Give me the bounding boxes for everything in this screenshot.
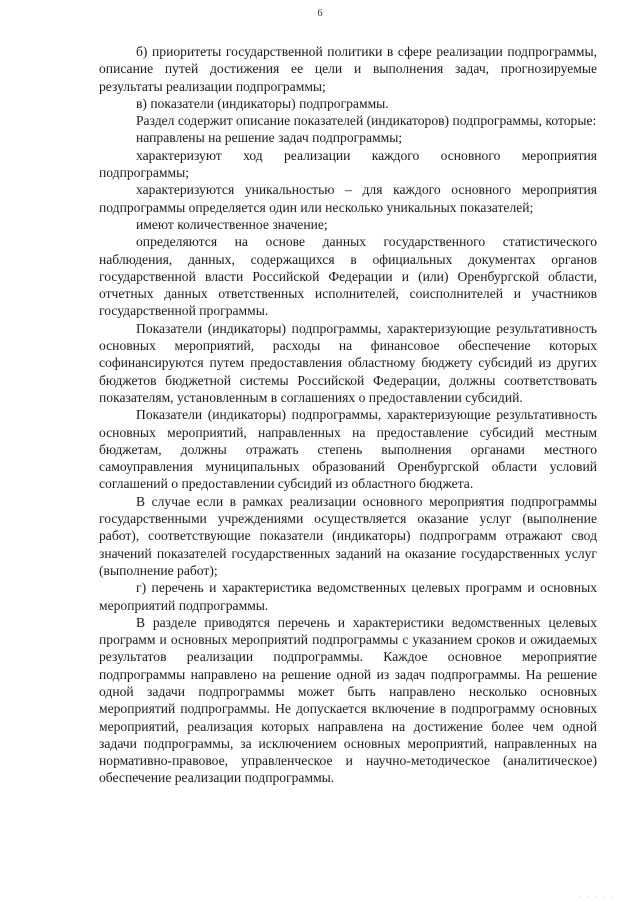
paragraph-uniqueness: характеризуются уникальностью – для каждого основного мероприятия подпрограммы определяется один или несколько уникальных показателей; — [99, 182, 597, 215]
paragraph-quantitative: имеют количественное значение; — [136, 216, 328, 232]
paragraph-data-sources: определяются на основе данных государственного статистического наблюдения, данных, содержащихся в официальных документах органов государственной власти Российской Федерации и (или) Оренбургской области, отчетных данных ответственных исполнителей, соисполнителей и участников государственной программы. — [99, 234, 597, 319]
page-number: 6 — [317, 8, 323, 19]
scan-artifact: · · · · · — [579, 893, 616, 901]
paragraph-section-contains: Раздел содержит описание показателей (индикаторов) подпрограммы, которые: — [136, 113, 597, 129]
paragraph-indicators-heading: в) показатели (индикаторы) подпрограммы. — [136, 95, 389, 111]
paragraph-characterize-progress: характеризуют ход реализации каждого основного мероприятия подпрограммы; — [99, 147, 597, 181]
document-body — [99, 43, 597, 787]
paragraph-programs-list-body: В разделе приводятся перечень и характеристики ведомственных целевых программ и основных мероприятий подпрограммы с указанием сроков и ожидаемых результатов реализации подпрограммы. Каждое основное мероприятие подпрограммы направлено на решение одной из задач подпрограммы. На решение одной задачи подпрограммы может быть направлено несколько основных мероприятий подпрограммы. Не допускается включение в подпрограмму основных мероприятий, реализация которых направлена на достижение более чем одной задачи подпрограммы, за исключением основных мероприятий, направленных на нормативно-правовое, управленческое и научно-методическое (аналитическое) обеспечение реализации подпрограммы. — [99, 614, 597, 786]
paragraph-state-assignments: В случае если в рамках реализации основного мероприятия подпрограммы государственными учреждениями осуществляется оказание услуг (выполнение работ), соответствующие показатели (индикаторы) подпрограмм отражают свод значений показателей государственных заданий на оказание государственных услуг (выполнение работ); — [99, 493, 597, 578]
paragraph-aimed-at-tasks: направлены на решение задач подпрограммы; — [136, 130, 403, 146]
paragraph-cofinanced-indicators: Показатели (индикаторы) подпрограммы, характеризующие результативность основных мероприятий, расходы на финансовое обеспечение которых софинансируются путем предоставления областному бюджету субсидий из других бюджетов бюджетной системы Российской Федерации, должны соответствовать показателям, установленным в соглашениях о предоставлении субсидий. — [99, 320, 597, 405]
paragraph-local-budget-indicators: Показатели (индикаторы) подпрограммы, характеризующие результативность основных мероприятий, направленных на предоставление субсидий местным бюджетам, должны отражать степень выполнения органами местного самоуправления муниципальных образований Оренбургской области условий соглашений о предоставлении субсидий из областного бюджета. — [99, 407, 597, 492]
paragraph-priorities: б) приоритеты государственной политики в сфере реализации подпрограммы, описание путей достижения ее цели и выполнения задач, прогнозируемые результаты реализации подпрограммы; — [99, 44, 597, 94]
paragraph-programs-list-heading: г) перечень и характеристика ведомственных целевых программ и основных мероприятий подпрограммы. — [99, 580, 597, 613]
